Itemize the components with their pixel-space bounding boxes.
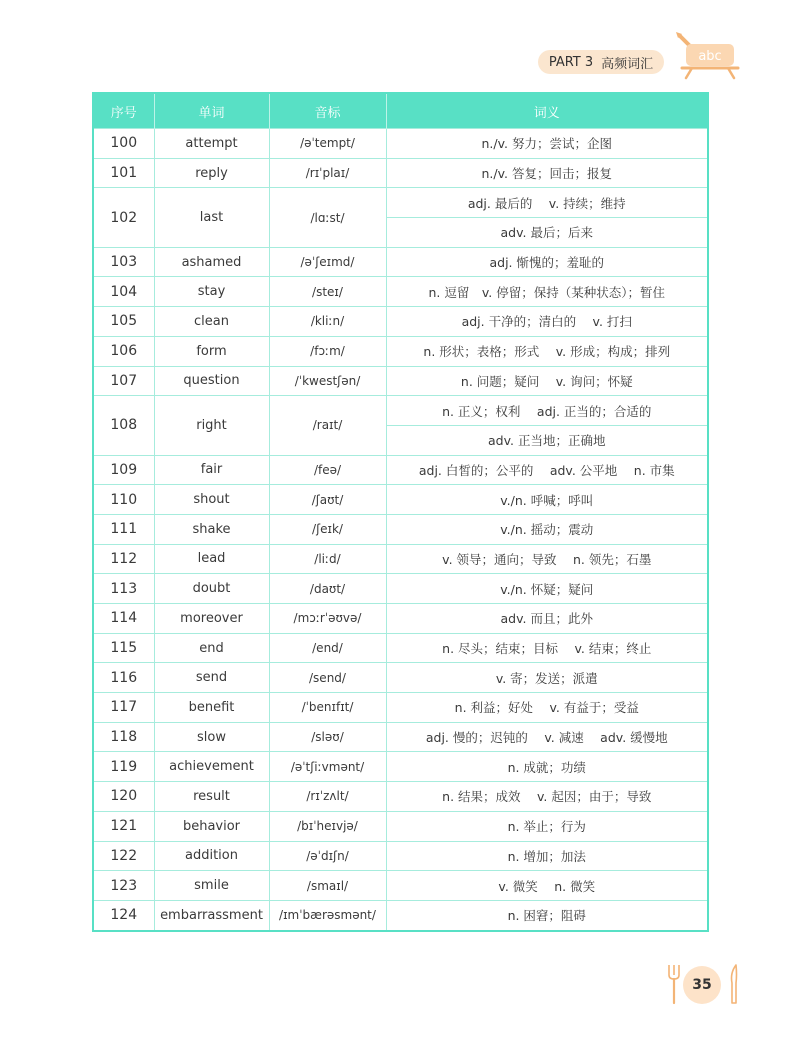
entry-meaning: n. 正义；权利 adj. 正当的；合适的 xyxy=(386,396,708,426)
entry-phonetic: /daʊt/ xyxy=(269,574,386,604)
column-header-meaning: 词义 xyxy=(386,93,708,129)
table-row xyxy=(93,455,708,485)
entry-number: 107 xyxy=(93,366,154,396)
entry-word: right xyxy=(154,396,269,455)
entry-meaning: n. 尽头；结束；目标 v. 结束；终止 xyxy=(386,633,708,663)
entry-number: 124 xyxy=(93,900,154,930)
entry-word: doubt xyxy=(154,574,269,604)
entry-word: behavior xyxy=(154,811,269,841)
entry-number: 104 xyxy=(93,277,154,307)
knife-icon xyxy=(728,963,740,1005)
table-row xyxy=(93,841,708,871)
entry-phonetic: /ˈkwestʃən/ xyxy=(269,366,386,396)
entry-number: 121 xyxy=(93,811,154,841)
entry-meaning: v. 寄；发送；派遣 xyxy=(386,663,708,693)
entry-phonetic: /liːd/ xyxy=(269,544,386,574)
section-label xyxy=(538,50,664,74)
entry-meaning: n. 增加；加法 xyxy=(386,841,708,871)
entry-number: 119 xyxy=(93,752,154,782)
entry-number: 110 xyxy=(93,485,154,515)
entry-number: 114 xyxy=(93,604,154,634)
table-row xyxy=(93,722,708,752)
entry-word: smile xyxy=(154,871,269,901)
entry-number: 122 xyxy=(93,841,154,871)
table-row xyxy=(93,158,708,188)
entry-word: last xyxy=(154,188,269,247)
entry-phonetic: /end/ xyxy=(269,633,386,663)
entry-phonetic: /mɔːrˈəʊvə/ xyxy=(269,604,386,634)
entry-phonetic: /kliːn/ xyxy=(269,307,386,337)
table-row xyxy=(93,514,708,544)
entry-number: 106 xyxy=(93,336,154,366)
entry-number: 118 xyxy=(93,722,154,752)
entry-number: 115 xyxy=(93,633,154,663)
entry-phonetic: /fɔːm/ xyxy=(269,336,386,366)
table-row xyxy=(93,871,708,901)
entry-phonetic: /ʃeɪk/ xyxy=(269,514,386,544)
entry-phonetic: /ʃaʊt/ xyxy=(269,485,386,515)
part-label: PART 3 xyxy=(548,54,594,70)
entry-meaning: n./v. 努力；尝试；企图 xyxy=(386,129,708,159)
table-row xyxy=(93,811,708,841)
entry-number: 108 xyxy=(93,396,154,455)
entry-meaning: n. 结果；成效 v. 起因；由于；导致 xyxy=(386,782,708,812)
entry-number: 120 xyxy=(93,782,154,812)
entry-number: 111 xyxy=(93,514,154,544)
entry-number: 103 xyxy=(93,247,154,277)
entry-word: result xyxy=(154,782,269,812)
entry-meaning: n. 逗留 v. 停留；保持（某种状态）；暂住 xyxy=(386,277,708,307)
entry-word: send xyxy=(154,663,269,693)
entry-meaning: adv. 正当地；正确地 xyxy=(386,425,708,455)
entry-number: 105 xyxy=(93,307,154,337)
vocabulary-table xyxy=(92,92,709,932)
entry-meaning: v. 微笑 n. 微笑 xyxy=(386,871,708,901)
table-row xyxy=(93,574,708,604)
section-title: 高频词汇 xyxy=(601,56,654,72)
entry-word: embarrassment xyxy=(154,900,269,930)
page-number: 35 xyxy=(683,966,721,1004)
entry-meaning: adv. 最后；后来 xyxy=(386,218,708,248)
table-body xyxy=(93,129,708,931)
entry-word: achievement xyxy=(154,752,269,782)
entry-number: 112 xyxy=(93,544,154,574)
column-header-phonetic: 音标 xyxy=(269,93,386,129)
table-row xyxy=(93,396,708,426)
entry-meaning: adj. 慢的；迟钝的 v. 减速 adv. 缓慢地 xyxy=(386,722,708,752)
entry-word: slow xyxy=(154,722,269,752)
entry-meaning: v./n. 怀疑；疑问 xyxy=(386,574,708,604)
column-header-word: 单词 xyxy=(154,93,269,129)
entry-word: benefit xyxy=(154,693,269,723)
table-row xyxy=(93,129,708,159)
table-row xyxy=(93,366,708,396)
fork-icon xyxy=(667,963,681,1005)
abc-badge: abc xyxy=(698,49,722,64)
entry-phonetic: /raɪt/ xyxy=(269,396,386,455)
entry-word: end xyxy=(154,633,269,663)
entry-meaning: n. 利益；好处 v. 有益于；受益 xyxy=(386,693,708,723)
entry-word: addition xyxy=(154,841,269,871)
entry-phonetic: /əˈʃeɪmd/ xyxy=(269,247,386,277)
entry-number: 113 xyxy=(93,574,154,604)
entry-word: stay xyxy=(154,277,269,307)
table-row xyxy=(93,277,708,307)
entry-word: attempt xyxy=(154,129,269,159)
entry-number: 116 xyxy=(93,663,154,693)
entry-meaning: n. 形状；表格；形式 v. 形成；构成；排列 xyxy=(386,336,708,366)
entry-meaning: v. 领导；通向；导致 n. 领先；石墨 xyxy=(386,544,708,574)
entry-phonetic: /ɪmˈbærəsmənt/ xyxy=(269,900,386,930)
entry-phonetic: /bɪˈheɪvjə/ xyxy=(269,811,386,841)
entry-phonetic: /əˈdɪʃn/ xyxy=(269,841,386,871)
entry-word: form xyxy=(154,336,269,366)
entry-word: fair xyxy=(154,455,269,485)
entry-word: shake xyxy=(154,514,269,544)
entry-meaning: adj. 惭愧的；羞耻的 xyxy=(386,247,708,277)
entry-meaning: adj. 干净的；清白的 v. 打扫 xyxy=(386,307,708,337)
entry-word: clean xyxy=(154,307,269,337)
entry-phonetic: /ˈbenɪfɪt/ xyxy=(269,693,386,723)
entry-phonetic: /steɪ/ xyxy=(269,277,386,307)
entry-meaning: adj. 白皙的；公平的 adv. 公平地 n. 市集 xyxy=(386,455,708,485)
entry-phonetic: /əˈtempt/ xyxy=(269,129,386,159)
table-row xyxy=(93,900,708,930)
entry-meaning: n. 成就；功绩 xyxy=(386,752,708,782)
table-row xyxy=(93,188,708,218)
table-row xyxy=(93,752,708,782)
entry-word: moreover xyxy=(154,604,269,634)
entry-number: 117 xyxy=(93,693,154,723)
entry-word: shout xyxy=(154,485,269,515)
table-row xyxy=(93,307,708,337)
entry-number: 102 xyxy=(93,188,154,247)
entry-meaning: adj. 最后的 v. 持续；维持 xyxy=(386,188,708,218)
entry-word: ashamed xyxy=(154,247,269,277)
entry-meaning: adv. 而且；此外 xyxy=(386,604,708,634)
entry-number: 101 xyxy=(93,158,154,188)
entry-number: 100 xyxy=(93,129,154,159)
entry-word: question xyxy=(154,366,269,396)
entry-phonetic: /send/ xyxy=(269,663,386,693)
column-header-number: 序号 xyxy=(93,93,154,129)
table-row xyxy=(93,604,708,634)
entry-phonetic: /lɑːst/ xyxy=(269,188,386,247)
easel-icon xyxy=(672,30,744,80)
entry-phonetic: /feə/ xyxy=(269,455,386,485)
entry-meaning: v./n. 摇动；震动 xyxy=(386,514,708,544)
entry-word: reply xyxy=(154,158,269,188)
table-header-row xyxy=(93,93,708,129)
entry-phonetic: /əˈtʃiːvmənt/ xyxy=(269,752,386,782)
table-row xyxy=(93,782,708,812)
table-row xyxy=(93,247,708,277)
entry-phonetic: /rɪˈplaɪ/ xyxy=(269,158,386,188)
entry-meaning: n. 困窘；阻碍 xyxy=(386,900,708,930)
entry-phonetic: /smaɪl/ xyxy=(269,871,386,901)
entry-phonetic: /rɪˈzʌlt/ xyxy=(269,782,386,812)
table-row xyxy=(93,336,708,366)
entry-meaning: n. 举止；行为 xyxy=(386,811,708,841)
entry-meaning: n. 问题；疑问 v. 询问；怀疑 xyxy=(386,366,708,396)
entry-meaning: v./n. 呼喊；呼叫 xyxy=(386,485,708,515)
entry-number: 109 xyxy=(93,455,154,485)
entry-number: 123 xyxy=(93,871,154,901)
table-row xyxy=(93,485,708,515)
table-row xyxy=(93,663,708,693)
table-row xyxy=(93,544,708,574)
entry-phonetic: /sləʊ/ xyxy=(269,722,386,752)
table-row xyxy=(93,693,708,723)
table-row xyxy=(93,633,708,663)
entry-meaning: n./v. 答复；回击；报复 xyxy=(386,158,708,188)
entry-word: lead xyxy=(154,544,269,574)
